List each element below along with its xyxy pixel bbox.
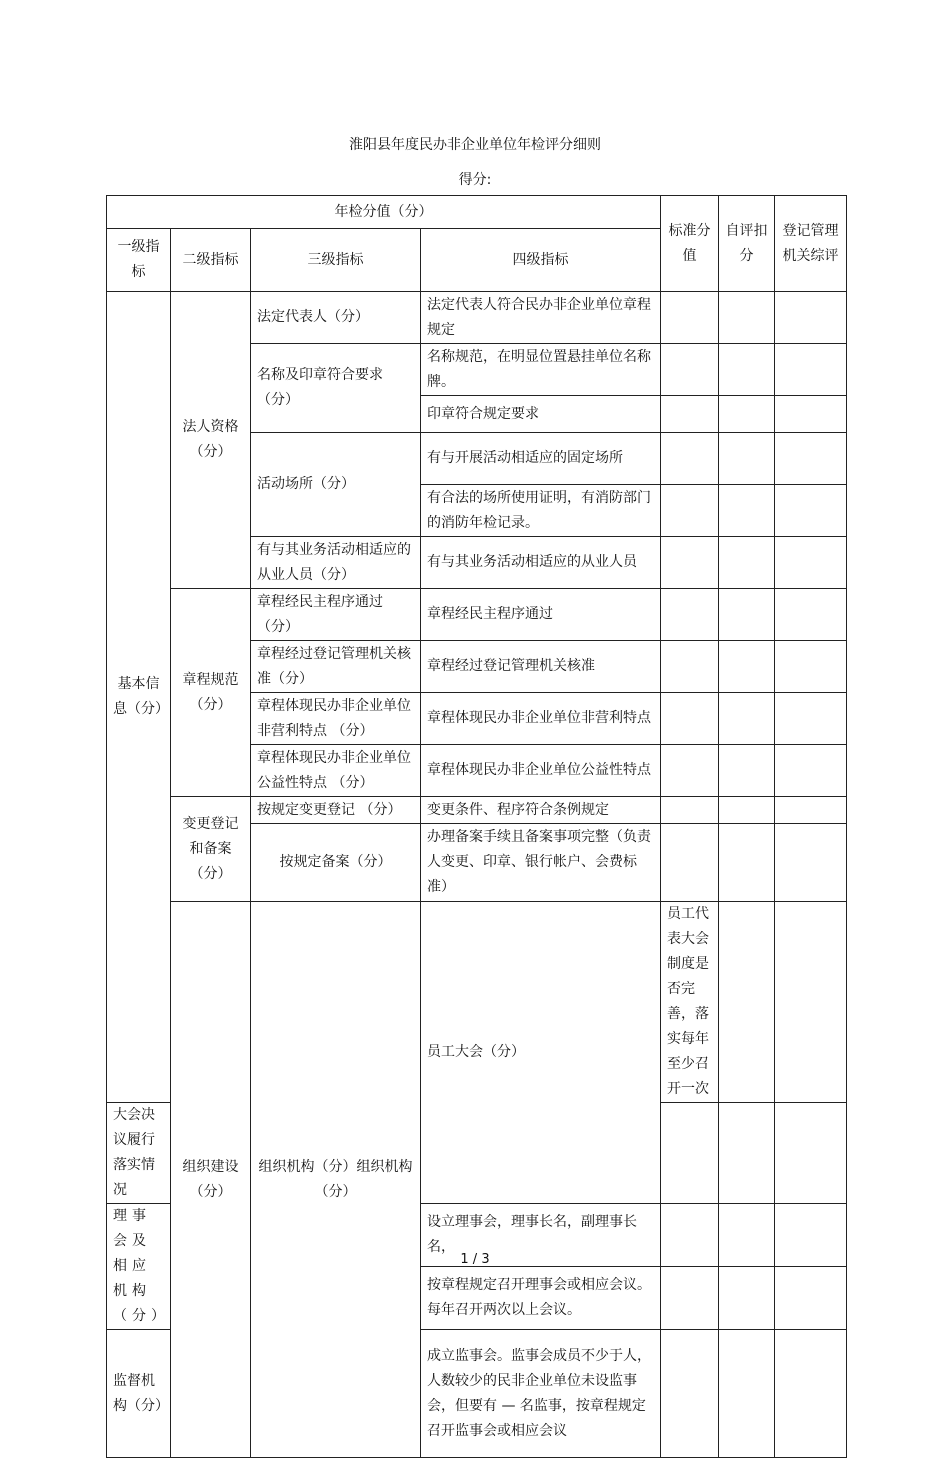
level4-cell: 章程经民主程序通过: [421, 589, 661, 641]
level4-cell: 章程体现民办非企业单位公益性特点: [421, 745, 661, 797]
level2-orgstruct: 组织机构（分）组织机构（分）: [251, 902, 421, 1458]
registry-review-cell: [775, 1103, 847, 1204]
level3-cell: 章程经民主程序通过（分）: [251, 589, 421, 641]
self-deduct-cell: [719, 396, 775, 433]
level2-change: 变更登记和备案（分）: [171, 797, 251, 902]
self-deduct-cell: [719, 641, 775, 693]
header-level3: 三级指标: [251, 229, 421, 292]
standard-score-cell: [661, 797, 719, 824]
level3-cell: 有与其业务活动相适应的从业人员（分）: [251, 537, 421, 589]
level3-cell: 章程体现民办非企业单位非营利特点 （分）: [251, 693, 421, 745]
standard-score-cell: [661, 396, 719, 433]
level4-cell: 有合法的场所使用证明，有消防部门的消防年检记录。: [421, 485, 661, 537]
standard-score-cell: [661, 745, 719, 797]
level4-cell: 设立理事会，理事长名，副理事长名，: [421, 1204, 661, 1267]
self-deduct-cell: [719, 485, 775, 537]
registry-review-cell: [775, 433, 847, 485]
registry-review-cell: [775, 745, 847, 797]
registry-review-cell: [775, 641, 847, 693]
level4-cell: 有与开展活动相适应的固定场所: [421, 433, 661, 485]
registry-review-cell: [775, 396, 847, 433]
header-standard-score: 标准分值: [661, 196, 719, 292]
self-deduct-cell: [719, 693, 775, 745]
registry-review-cell: [775, 589, 847, 641]
table-row: [107, 797, 847, 824]
standard-score-cell: [719, 902, 775, 1103]
level3-cell: 章程体现民办非企业单位公益性特点 （分）: [251, 745, 421, 797]
standard-score-cell: [661, 344, 719, 396]
level4-cell: 印章符合规定要求: [421, 396, 661, 433]
level4-cell: 变更条件、程序符合条例规定: [421, 797, 661, 824]
scoring-table: [106, 195, 847, 1458]
self-deduct-cell: [719, 589, 775, 641]
score-label: 得分:: [458, 172, 492, 188]
self-deduct-cell: [775, 902, 847, 1103]
standard-score-cell: [661, 485, 719, 537]
level2-legal: 法人资格（分）: [171, 292, 251, 589]
level3-cell: 章程经过登记管理机关核准（分）: [251, 641, 421, 693]
registry-review-cell: [775, 797, 847, 824]
standard-score-cell: [661, 693, 719, 745]
level4-cell: 名称规范，在明显位置悬挂单位名称牌。: [421, 344, 661, 396]
level4-cell: 法定代表人符合民办非企业单位章程规定: [421, 292, 661, 344]
level4-cell: 有与其业务活动相适应的从业人员: [421, 537, 661, 589]
level4-cell: 大会决议履行落实情况: [107, 1103, 171, 1204]
registry-review-cell: [775, 292, 847, 344]
standard-score-cell: [661, 292, 719, 344]
registry-review-cell: [775, 1330, 847, 1458]
standard-score-cell: [661, 433, 719, 485]
registry-review-cell: [775, 485, 847, 537]
standard-score-cell: [661, 537, 719, 589]
standard-score-cell: [661, 1330, 719, 1458]
level4-cell: 章程体现民办非企业单位非营利特点: [421, 693, 661, 745]
self-deduct-cell: [719, 745, 775, 797]
standard-score-cell: [661, 589, 719, 641]
page-number: 1 / 3: [460, 1252, 490, 1267]
level3-cell: 活动场所（分）: [251, 433, 421, 537]
level1-basic: 基本信息（分）: [107, 292, 171, 1103]
level4-cell: 办理备案手续且备案事项完整（负责人变更、印章、银行帐户、会费标准）: [421, 824, 661, 902]
level3-cell: 理事会及相应机构（分）: [107, 1204, 171, 1330]
standard-score-cell: [661, 1103, 719, 1204]
standard-score-cell: [661, 824, 719, 902]
header-level2: 二级指标: [171, 229, 251, 292]
standard-score-cell: [661, 641, 719, 693]
self-deduct-cell: [719, 824, 775, 902]
registry-review-cell: [775, 344, 847, 396]
registry-review-cell: [775, 537, 847, 589]
self-deduct-cell: [719, 433, 775, 485]
self-deduct-cell: [719, 1330, 775, 1458]
level3-cell: 按规定变更登记 （分）: [251, 797, 421, 824]
level4-cell: 成立监事会。监事会成员不少于人，人数较少的民非企业单位未设监事会，但要有 — 名监事，按章程规定召开监事会或相应会议: [421, 1330, 661, 1458]
level4-cell: 按章程规定召开理事会或相应会议。每年召开两次以上会议。: [421, 1267, 661, 1330]
registry-review-cell: [775, 824, 847, 902]
level2-charter: 章程规范（分）: [171, 589, 251, 797]
table-row: [107, 589, 847, 641]
level1-org: 组织建设（分）: [171, 902, 251, 1458]
level3-cell: 名称及印章符合要求（分）: [251, 344, 421, 433]
document-title: 淮阳县年度民办非企业单位年检评分细则: [349, 137, 601, 153]
registry-review-cell: [775, 1267, 847, 1330]
level3-cell: 法定代表人（分）: [251, 292, 421, 344]
self-deduct-cell: [719, 797, 775, 824]
header-level1: 一级指标: [107, 229, 171, 292]
header-level4: 四级指标: [421, 229, 661, 292]
header-score-group: 年检分值（分）: [107, 196, 661, 229]
self-deduct-cell: [719, 344, 775, 396]
level4-cell: 章程经过登记管理机关核准: [421, 641, 661, 693]
header-self-deduct: 自评扣分: [719, 196, 775, 292]
self-deduct-cell: [719, 1267, 775, 1330]
standard-score-cell: [661, 1267, 719, 1330]
header-row: [107, 196, 847, 229]
level3-cell: 员工大会（分）: [421, 902, 661, 1204]
level3-cell: 监督机构（分）: [107, 1330, 171, 1458]
table-row: [107, 292, 847, 344]
level3-cell: 按规定备案（分）: [251, 824, 421, 902]
self-deduct-cell: [719, 1103, 775, 1204]
header-registry-review: 登记管理机关综评: [775, 196, 847, 292]
table-row: [107, 902, 847, 1103]
level4-cell: 员工代表大会制度是否完善，落实每年至少召开一次: [661, 902, 719, 1103]
self-deduct-cell: [719, 537, 775, 589]
registry-review-cell: [775, 693, 847, 745]
self-deduct-cell: [719, 292, 775, 344]
